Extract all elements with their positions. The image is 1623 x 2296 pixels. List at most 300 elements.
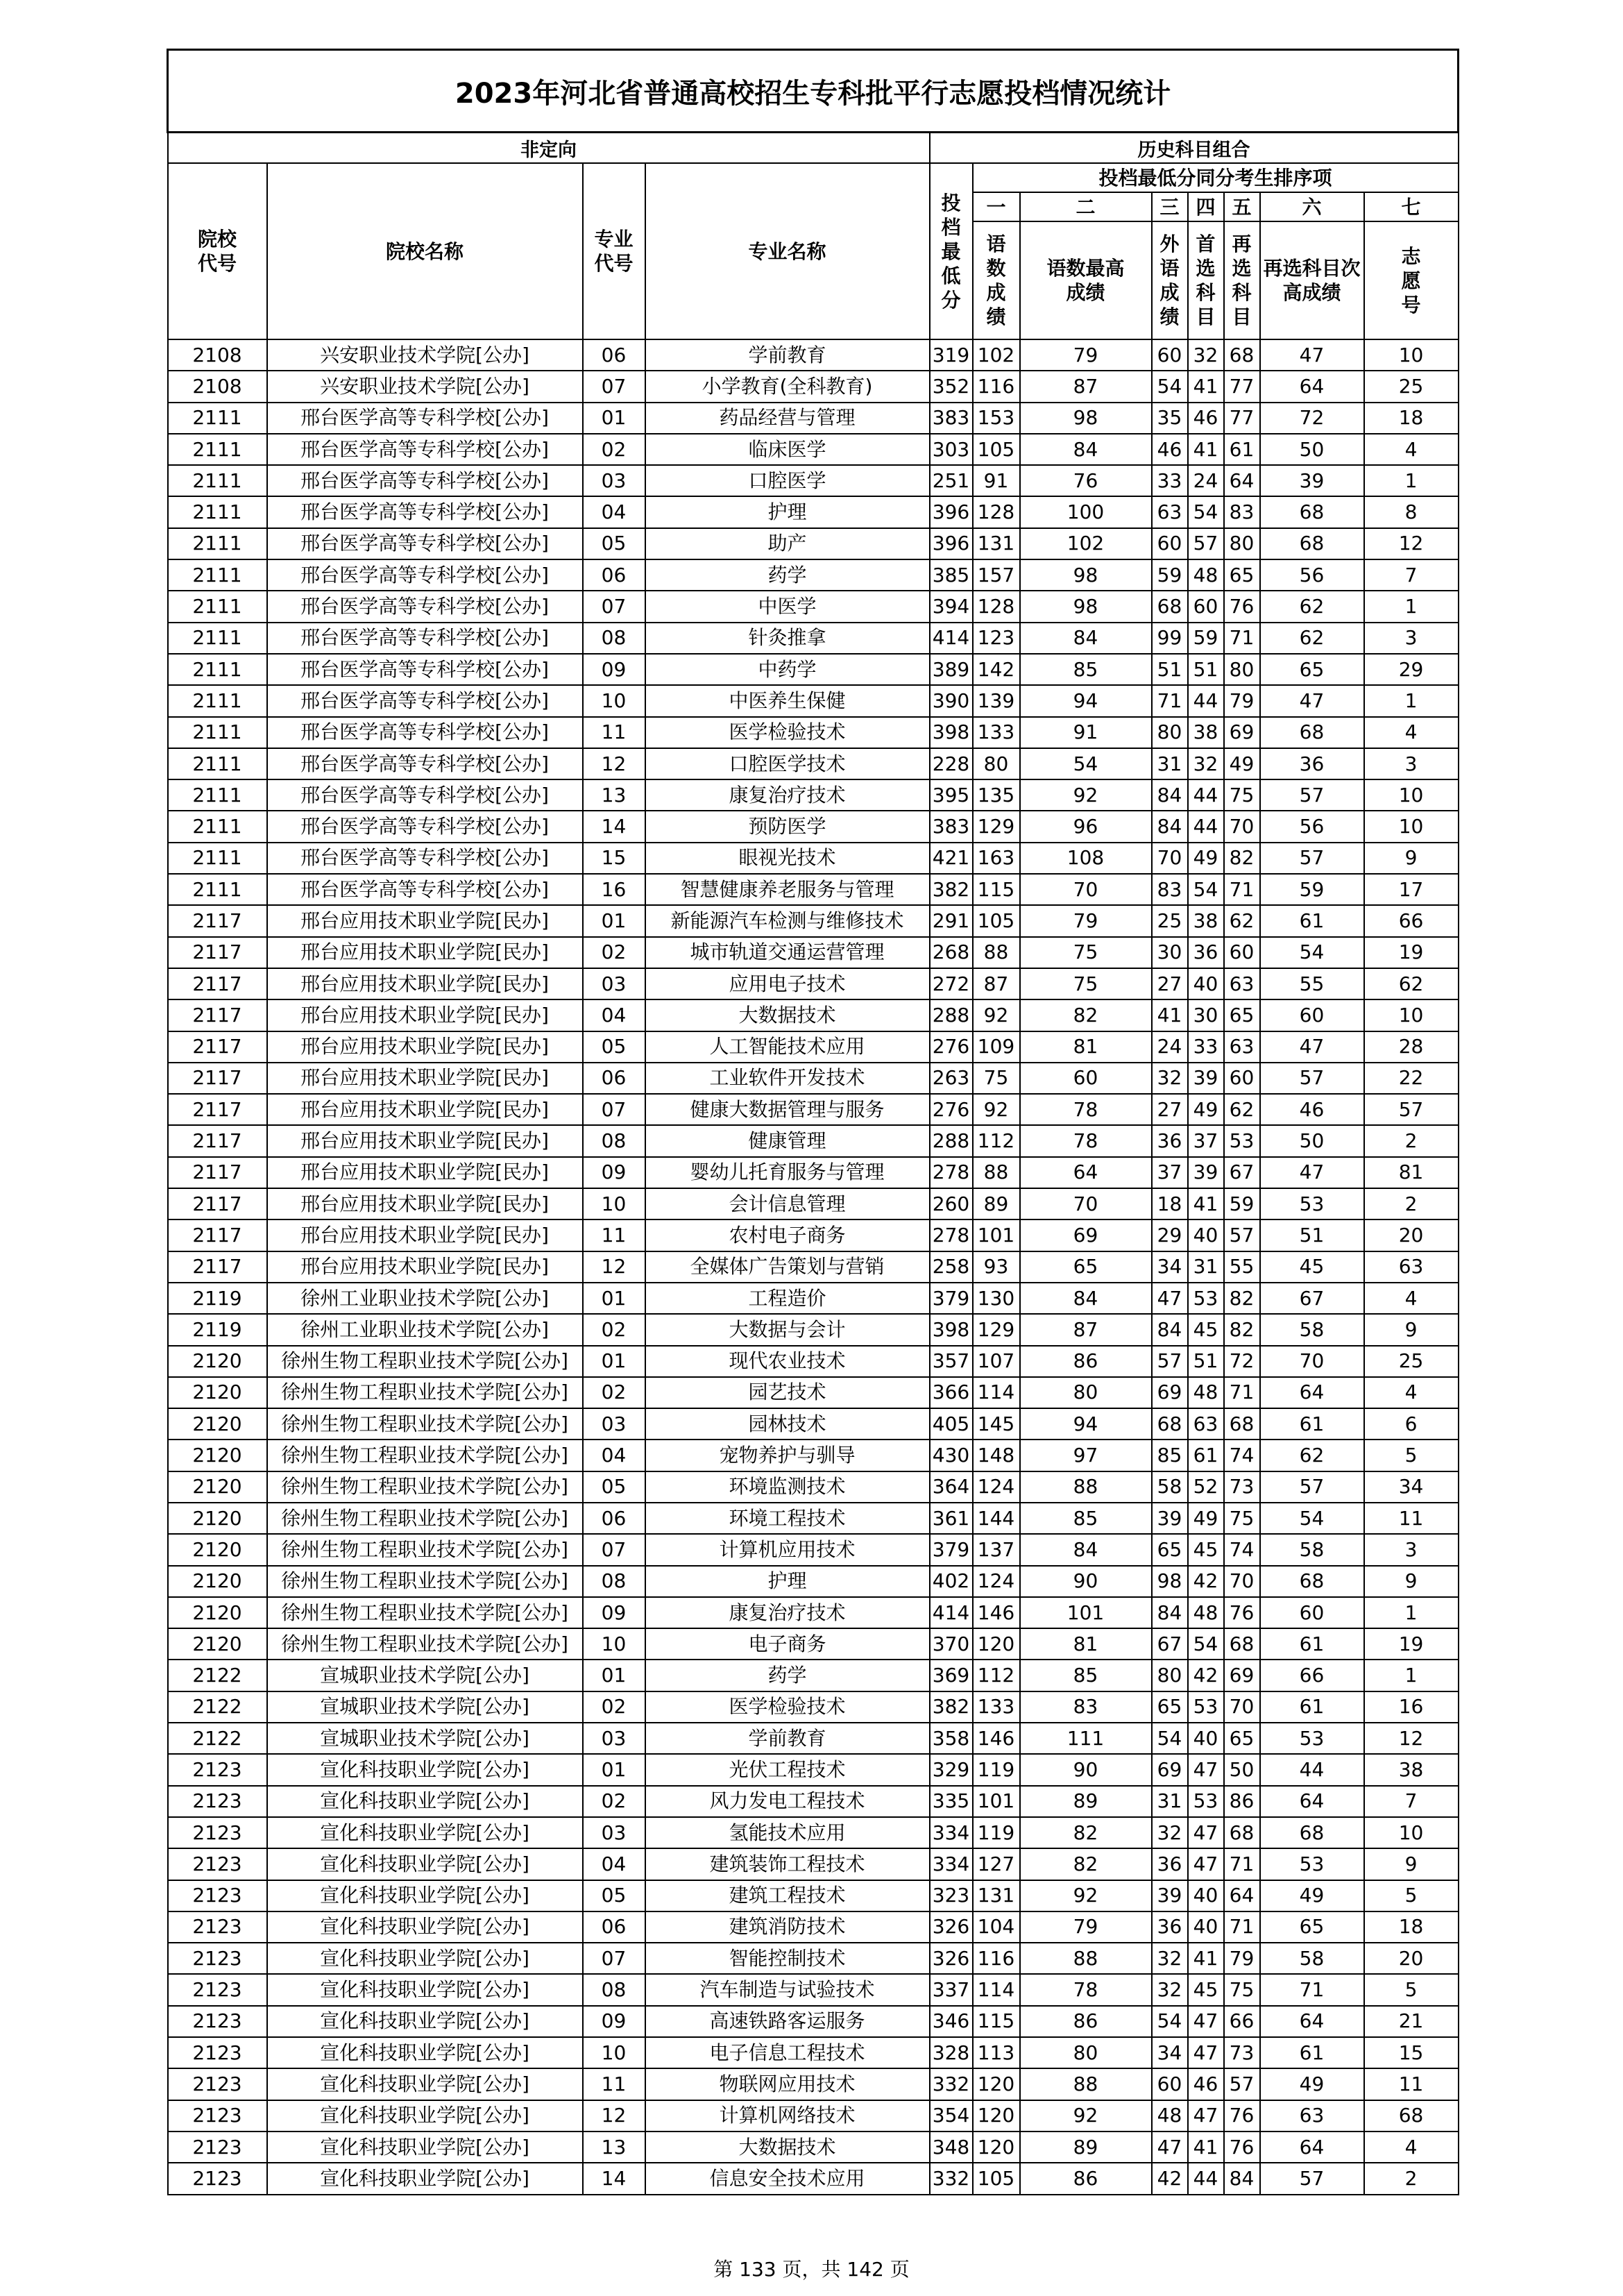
cell-tie-2-chinese-math-max: 94: [1020, 685, 1152, 716]
cell-tie-5-second-subject: 71: [1224, 1911, 1260, 1943]
cell-major-name: 眼视光技术: [645, 843, 930, 874]
cell-school-name: 徐州生物工程职业技术学院[公办]: [267, 1534, 583, 1565]
header-tie-order-3: 三: [1152, 192, 1188, 221]
cell-tie-5-second-subject: 74: [1224, 1440, 1260, 1471]
cell-tie-2-chinese-math-max: 82: [1020, 1848, 1152, 1880]
cell-school-code: 2111: [168, 748, 267, 779]
cell-tie-2-chinese-math-max: 84: [1020, 623, 1152, 654]
cell-school-code: 2123: [168, 1786, 267, 1817]
cell-tie-4-first-subject: 57: [1188, 528, 1224, 559]
cell-major-name: 园林技术: [645, 1408, 930, 1440]
cell-school-name: 邢台医学高等专科学校[公办]: [267, 434, 583, 465]
cell-tie-3-foreign-language: 48: [1152, 2100, 1188, 2132]
cell-major-code: 02: [583, 937, 645, 968]
table-row: [168, 1346, 1459, 1377]
cell-major-name: 应用电子技术: [645, 968, 930, 999]
cell-school-code: 2119: [168, 1283, 267, 1314]
table-row: [168, 591, 1459, 622]
cell-tie-5-second-subject: 71: [1224, 1848, 1260, 1880]
cell-school-name: 宣化科技职业学院[公办]: [267, 1786, 583, 1817]
cell-tie-5-second-subject: 65: [1224, 559, 1260, 591]
cell-school-code: 2117: [168, 905, 267, 936]
cell-tie-2-chinese-math-max: 89: [1020, 1786, 1152, 1817]
cell-tie-2-chinese-math-max: 89: [1020, 2132, 1152, 2163]
cell-tie-3-foreign-language: 35: [1152, 403, 1188, 434]
cell-tie-4-first-subject: 60: [1188, 591, 1224, 622]
cell-tie-6-second-subject-next-max: 61: [1260, 1408, 1364, 1440]
cell-school-name: 宣化科技职业学院[公办]: [267, 2163, 583, 2194]
cell-tie-3-foreign-language: 69: [1152, 1377, 1188, 1408]
cell-tie-6-second-subject-next-max: 67: [1260, 1283, 1364, 1314]
cell-major-name: 护理: [645, 496, 930, 527]
cell-tie-7-choice-number: 20: [1364, 1943, 1459, 1974]
table-row: [168, 1943, 1459, 1974]
cell-tie-5-second-subject: 79: [1224, 685, 1260, 716]
cell-tie-2-chinese-math-max: 64: [1020, 1157, 1152, 1188]
table-row: [168, 1471, 1459, 1503]
cell-tie-4-first-subject: 54: [1188, 496, 1224, 527]
cell-school-name: 徐州生物工程职业技术学院[公办]: [267, 1503, 583, 1534]
cell-major-name: 工业软件开发技术: [645, 1063, 930, 1094]
cell-major-name: 康复治疗技术: [645, 779, 930, 811]
cell-school-code: 2111: [168, 717, 267, 748]
cell-tie-4-first-subject: 44: [1188, 685, 1224, 716]
cell-tie-7-choice-number: 4: [1364, 717, 1459, 748]
cell-min-score: 414: [930, 623, 973, 654]
cell-tie-1-chinese-math: 89: [973, 1188, 1020, 1219]
cell-tie-5-second-subject: 62: [1224, 1094, 1260, 1125]
cell-school-code: 2120: [168, 1503, 267, 1534]
cell-major-code: 05: [583, 528, 645, 559]
cell-major-code: 06: [583, 559, 645, 591]
cell-tie-1-chinese-math: 104: [973, 1911, 1020, 1943]
cell-tie-6-second-subject-next-max: 61: [1260, 2037, 1364, 2068]
cell-tie-5-second-subject: 75: [1224, 779, 1260, 811]
header-tie-item-6: 再选科目次高成绩: [1260, 221, 1364, 339]
cell-school-code: 2120: [168, 1566, 267, 1597]
cell-major-name: 宠物养护与驯导: [645, 1440, 930, 1471]
cell-tie-6-second-subject-next-max: 68: [1260, 528, 1364, 559]
cell-school-code: 2120: [168, 1440, 267, 1471]
cell-tie-6-second-subject-next-max: 70: [1260, 1346, 1364, 1377]
table-row: [168, 1440, 1459, 1471]
cell-major-code: 07: [583, 591, 645, 622]
cell-tie-6-second-subject-next-max: 51: [1260, 1219, 1364, 1251]
cell-tie-2-chinese-math-max: 101: [1020, 1597, 1152, 1628]
cell-tie-7-choice-number: 10: [1364, 339, 1459, 371]
cell-tie-6-second-subject-next-max: 65: [1260, 1911, 1364, 1943]
cell-school-code: 2111: [168, 403, 267, 434]
cell-tie-7-choice-number: 6: [1364, 1408, 1459, 1440]
header-tie-item-2: 语数最高成绩: [1020, 221, 1152, 339]
cell-tie-1-chinese-math: 116: [973, 371, 1020, 402]
cell-tie-4-first-subject: 51: [1188, 1346, 1224, 1377]
cell-tie-6-second-subject-next-max: 36: [1260, 748, 1364, 779]
cell-tie-3-foreign-language: 30: [1152, 937, 1188, 968]
cell-tie-2-chinese-math-max: 90: [1020, 1754, 1152, 1785]
cell-tie-2-chinese-math-max: 90: [1020, 1566, 1152, 1597]
cell-major-name: 氢能技术应用: [645, 1817, 930, 1848]
cell-school-name: 徐州生物工程职业技术学院[公办]: [267, 1346, 583, 1377]
cell-min-score: 278: [930, 1157, 973, 1188]
cell-min-score: 379: [930, 1283, 973, 1314]
cell-tie-2-chinese-math-max: 75: [1020, 937, 1152, 968]
cell-tie-5-second-subject: 82: [1224, 1314, 1260, 1345]
cell-major-name: 农村电子商务: [645, 1219, 930, 1251]
cell-tie-6-second-subject-next-max: 47: [1260, 1157, 1364, 1188]
cell-tie-4-first-subject: 42: [1188, 1566, 1224, 1597]
cell-min-score: 364: [930, 1471, 973, 1503]
cell-major-code: 04: [583, 496, 645, 527]
cell-tie-1-chinese-math: 101: [973, 1219, 1020, 1251]
cell-major-code: 10: [583, 2037, 645, 2068]
cell-tie-5-second-subject: 82: [1224, 843, 1260, 874]
cell-tie-5-second-subject: 57: [1224, 2068, 1260, 2100]
cell-tie-7-choice-number: 29: [1364, 654, 1459, 685]
cell-school-name: 邢台医学高等专科学校[公办]: [267, 403, 583, 434]
cell-tie-2-chinese-math-max: 69: [1020, 1219, 1152, 1251]
cell-school-code: 2117: [168, 1188, 267, 1219]
cell-tie-6-second-subject-next-max: 45: [1260, 1251, 1364, 1283]
cell-tie-4-first-subject: 41: [1188, 1188, 1224, 1219]
cell-major-name: 计算机应用技术: [645, 1534, 930, 1565]
cell-major-code: 01: [583, 1346, 645, 1377]
cell-major-code: 02: [583, 1786, 645, 1817]
cell-school-name: 邢台医学高等专科学校[公办]: [267, 559, 583, 591]
cell-school-name: 邢台应用技术职业学院[民办]: [267, 1094, 583, 1125]
cell-major-name: 健康管理: [645, 1125, 930, 1156]
cell-tie-3-foreign-language: 84: [1152, 1314, 1188, 1345]
cell-tie-4-first-subject: 53: [1188, 1691, 1224, 1723]
cell-tie-5-second-subject: 55: [1224, 1251, 1260, 1283]
cell-school-name: 邢台医学高等专科学校[公办]: [267, 748, 583, 779]
cell-school-name: 徐州生物工程职业技术学院[公办]: [267, 1597, 583, 1628]
header-tie-item-3: 外语成绩: [1152, 221, 1188, 339]
table-row: [168, 1503, 1459, 1534]
cell-school-code: 2123: [168, 2068, 267, 2100]
table-row: [168, 528, 1459, 559]
cell-tie-5-second-subject: 75: [1224, 1974, 1260, 2005]
cell-tie-5-second-subject: 74: [1224, 1534, 1260, 1565]
cell-major-name: 人工智能技术应用: [645, 1031, 930, 1063]
cell-major-code: 13: [583, 779, 645, 811]
cell-tie-1-chinese-math: 80: [973, 748, 1020, 779]
cell-tie-4-first-subject: 49: [1188, 1503, 1224, 1534]
cell-tie-6-second-subject-next-max: 47: [1260, 1031, 1364, 1063]
cell-major-code: 07: [583, 371, 645, 402]
cell-tie-1-chinese-math: 146: [973, 1723, 1020, 1754]
cell-tie-2-chinese-math-max: 88: [1020, 1471, 1152, 1503]
cell-tie-7-choice-number: 2: [1364, 2163, 1459, 2194]
cell-tie-6-second-subject-next-max: 61: [1260, 1628, 1364, 1660]
table-row: [168, 1566, 1459, 1597]
cell-tie-3-foreign-language: 39: [1152, 1880, 1188, 1911]
cell-tie-4-first-subject: 40: [1188, 1880, 1224, 1911]
cell-tie-4-first-subject: 38: [1188, 717, 1224, 748]
cell-tie-1-chinese-math: 133: [973, 717, 1020, 748]
cell-tie-7-choice-number: 3: [1364, 1534, 1459, 1565]
cell-school-name: 邢台应用技术职业学院[民办]: [267, 1031, 583, 1063]
cell-tie-1-chinese-math: 93: [973, 1251, 1020, 1283]
cell-tie-4-first-subject: 41: [1188, 2132, 1224, 2163]
cell-tie-2-chinese-math-max: 87: [1020, 371, 1152, 402]
cell-tie-5-second-subject: 86: [1224, 1786, 1260, 1817]
cell-min-score: 395: [930, 779, 973, 811]
cell-major-code: 09: [583, 654, 645, 685]
cell-tie-6-second-subject-next-max: 58: [1260, 1534, 1364, 1565]
cell-min-score: 421: [930, 843, 973, 874]
cell-school-code: 2117: [168, 999, 267, 1031]
cell-school-name: 邢台医学高等专科学校[公办]: [267, 623, 583, 654]
cell-school-name: 邢台医学高等专科学校[公办]: [267, 811, 583, 842]
cell-major-name: 护理: [645, 1566, 930, 1597]
cell-tie-7-choice-number: 62: [1364, 968, 1459, 999]
cell-tie-7-choice-number: 10: [1364, 1817, 1459, 1848]
table-row: [168, 968, 1459, 999]
cell-tie-5-second-subject: 60: [1224, 1063, 1260, 1094]
cell-tie-1-chinese-math: 142: [973, 654, 1020, 685]
header-school-name: 院校名称: [267, 163, 583, 339]
cell-tie-2-chinese-math-max: 94: [1020, 1408, 1152, 1440]
cell-tie-2-chinese-math-max: 82: [1020, 1817, 1152, 1848]
cell-min-score: 334: [930, 1817, 973, 1848]
cell-tie-2-chinese-math-max: 91: [1020, 717, 1152, 748]
cell-tie-2-chinese-math-max: 70: [1020, 1188, 1152, 1219]
cell-major-name: 中医学: [645, 591, 930, 622]
cell-school-code: 2117: [168, 1157, 267, 1188]
cell-tie-3-foreign-language: 69: [1152, 1754, 1188, 1785]
cell-major-code: 05: [583, 1471, 645, 1503]
cell-tie-5-second-subject: 76: [1224, 1597, 1260, 1628]
cell-major-code: 04: [583, 1848, 645, 1880]
cell-tie-7-choice-number: 7: [1364, 1786, 1459, 1817]
cell-tie-6-second-subject-next-max: 62: [1260, 591, 1364, 622]
cell-tie-4-first-subject: 47: [1188, 2100, 1224, 2132]
cell-tie-3-foreign-language: 37: [1152, 1157, 1188, 1188]
cell-tie-3-foreign-language: 18: [1152, 1188, 1188, 1219]
cell-major-code: 01: [583, 1660, 645, 1691]
cell-school-name: 宣化科技职业学院[公办]: [267, 2100, 583, 2132]
cell-major-code: 01: [583, 1754, 645, 1785]
cell-tie-7-choice-number: 1: [1364, 465, 1459, 496]
cell-tie-7-choice-number: 11: [1364, 2068, 1459, 2100]
cell-school-code: 2123: [168, 1848, 267, 1880]
cell-tie-3-foreign-language: 83: [1152, 874, 1188, 905]
cell-tie-6-second-subject-next-max: 46: [1260, 1094, 1364, 1125]
cell-tie-1-chinese-math: 137: [973, 1534, 1020, 1565]
cell-major-code: 01: [583, 403, 645, 434]
cell-school-name: 宣化科技职业学院[公办]: [267, 1880, 583, 1911]
cell-school-code: 2123: [168, 2037, 267, 2068]
cell-min-score: 323: [930, 1880, 973, 1911]
cell-school-name: 徐州生物工程职业技术学院[公办]: [267, 1408, 583, 1440]
cell-tie-6-second-subject-next-max: 53: [1260, 1723, 1364, 1754]
cell-tie-1-chinese-math: 131: [973, 1880, 1020, 1911]
cell-major-code: 08: [583, 623, 645, 654]
cell-major-name: 口腔医学技术: [645, 748, 930, 779]
header-tie-item-5: 再选科目: [1224, 221, 1260, 339]
table-row: [168, 1094, 1459, 1125]
cell-tie-7-choice-number: 66: [1364, 905, 1459, 936]
cell-tie-6-second-subject-next-max: 61: [1260, 905, 1364, 936]
cell-tie-4-first-subject: 47: [1188, 1817, 1224, 1848]
cell-major-code: 05: [583, 1880, 645, 1911]
cell-school-name: 邢台医学高等专科学校[公办]: [267, 717, 583, 748]
cell-tie-5-second-subject: 62: [1224, 905, 1260, 936]
table-row: [168, 1597, 1459, 1628]
cell-min-score: 382: [930, 1691, 973, 1723]
cell-tie-1-chinese-math: 127: [973, 1848, 1020, 1880]
cell-min-score: 414: [930, 1597, 973, 1628]
cell-school-name: 邢台应用技术职业学院[民办]: [267, 937, 583, 968]
cell-min-score: 335: [930, 1786, 973, 1817]
cell-tie-4-first-subject: 49: [1188, 1094, 1224, 1125]
cell-tie-7-choice-number: 20: [1364, 1219, 1459, 1251]
header-tie-break: 投档最低分同分考生排序项: [973, 163, 1459, 192]
cell-tie-3-foreign-language: 99: [1152, 623, 1188, 654]
cell-min-score: 288: [930, 999, 973, 1031]
cell-school-name: 兴安职业技术学院[公办]: [267, 339, 583, 371]
cell-tie-6-second-subject-next-max: 53: [1260, 1848, 1364, 1880]
cell-major-code: 03: [583, 465, 645, 496]
cell-school-code: 2122: [168, 1660, 267, 1691]
cell-tie-1-chinese-math: 120: [973, 2132, 1020, 2163]
cell-tie-4-first-subject: 32: [1188, 339, 1224, 371]
cell-tie-5-second-subject: 82: [1224, 1283, 1260, 1314]
cell-tie-5-second-subject: 63: [1224, 1031, 1260, 1063]
cell-tie-2-chinese-math-max: 81: [1020, 1031, 1152, 1063]
cell-school-code: 2123: [168, 1880, 267, 1911]
cell-tie-3-foreign-language: 84: [1152, 811, 1188, 842]
table-row: [168, 1251, 1459, 1283]
cell-tie-7-choice-number: 25: [1364, 1346, 1459, 1377]
cell-major-code: 03: [583, 1408, 645, 1440]
table-row: [168, 339, 1459, 371]
cell-tie-7-choice-number: 4: [1364, 2132, 1459, 2163]
cell-min-score: 369: [930, 1660, 973, 1691]
header-major-code: 专业代号: [583, 163, 645, 339]
page-title: 2023年河北省普通高校招生专科批平行志愿投档情况统计: [168, 50, 1459, 133]
cell-tie-2-chinese-math-max: 60: [1020, 1063, 1152, 1094]
cell-min-score: 402: [930, 1566, 973, 1597]
cell-major-name: 临床医学: [645, 434, 930, 465]
header-tie-order-7: 七: [1364, 192, 1459, 221]
table-row: [168, 434, 1459, 465]
cell-tie-6-second-subject-next-max: 68: [1260, 496, 1364, 527]
cell-major-name: 光伏工程技术: [645, 1754, 930, 1785]
cell-major-code: 15: [583, 843, 645, 874]
table-row: [168, 1188, 1459, 1219]
admission-table: [167, 49, 1459, 2195]
cell-tie-4-first-subject: 61: [1188, 1440, 1224, 1471]
cell-major-name: 大数据技术: [645, 2132, 930, 2163]
cell-tie-3-foreign-language: 58: [1152, 1471, 1188, 1503]
table-row: [168, 1408, 1459, 1440]
cell-tie-1-chinese-math: 101: [973, 1786, 1020, 1817]
cell-tie-2-chinese-math-max: 98: [1020, 559, 1152, 591]
cell-school-code: 2117: [168, 968, 267, 999]
cell-tie-5-second-subject: 73: [1224, 1471, 1260, 1503]
cell-tie-5-second-subject: 64: [1224, 1880, 1260, 1911]
cell-school-code: 2120: [168, 1377, 267, 1408]
table-row: [168, 1691, 1459, 1723]
cell-min-score: 319: [930, 339, 973, 371]
cell-school-name: 邢台应用技术职业学院[民办]: [267, 999, 583, 1031]
cell-tie-3-foreign-language: 47: [1152, 1283, 1188, 1314]
cell-major-code: 01: [583, 905, 645, 936]
cell-tie-4-first-subject: 46: [1188, 403, 1224, 434]
cell-tie-3-foreign-language: 27: [1152, 1094, 1188, 1125]
cell-tie-6-second-subject-next-max: 65: [1260, 654, 1364, 685]
cell-tie-2-chinese-math-max: 86: [1020, 2006, 1152, 2037]
cell-school-code: 2123: [168, 2132, 267, 2163]
cell-min-score: 276: [930, 1031, 973, 1063]
table-body: [168, 339, 1459, 2195]
cell-tie-7-choice-number: 4: [1364, 434, 1459, 465]
header-tie-order-5: 五: [1224, 192, 1260, 221]
cell-school-code: 2122: [168, 1723, 267, 1754]
cell-tie-6-second-subject-next-max: 54: [1260, 937, 1364, 968]
cell-major-code: 10: [583, 685, 645, 716]
cell-school-code: 2120: [168, 1408, 267, 1440]
cell-tie-3-foreign-language: 70: [1152, 843, 1188, 874]
cell-tie-6-second-subject-next-max: 57: [1260, 779, 1364, 811]
cell-tie-5-second-subject: 77: [1224, 403, 1260, 434]
cell-min-score: 288: [930, 1125, 973, 1156]
cell-school-name: 徐州工业职业技术学院[公办]: [267, 1314, 583, 1345]
cell-tie-6-second-subject-next-max: 60: [1260, 999, 1364, 1031]
cell-tie-5-second-subject: 69: [1224, 1660, 1260, 1691]
cell-tie-2-chinese-math-max: 78: [1020, 1974, 1152, 2005]
cell-tie-4-first-subject: 40: [1188, 1219, 1224, 1251]
cell-tie-1-chinese-math: 163: [973, 843, 1020, 874]
cell-tie-1-chinese-math: 114: [973, 1377, 1020, 1408]
cell-tie-2-chinese-math-max: 80: [1020, 2037, 1152, 2068]
cell-tie-1-chinese-math: 135: [973, 779, 1020, 811]
cell-tie-3-foreign-language: 46: [1152, 434, 1188, 465]
cell-major-code: 03: [583, 1817, 645, 1848]
cell-major-code: 12: [583, 1251, 645, 1283]
cell-school-name: 邢台医学高等专科学校[公办]: [267, 874, 583, 905]
table-row: [168, 2163, 1459, 2194]
cell-tie-6-second-subject-next-max: 50: [1260, 434, 1364, 465]
cell-tie-1-chinese-math: 131: [973, 528, 1020, 559]
cell-tie-4-first-subject: 48: [1188, 1597, 1224, 1628]
cell-school-code: 2123: [168, 1817, 267, 1848]
cell-tie-5-second-subject: 67: [1224, 1157, 1260, 1188]
cell-tie-3-foreign-language: 32: [1152, 1063, 1188, 1094]
cell-school-name: 宣化科技职业学院[公办]: [267, 1754, 583, 1785]
cell-major-code: 06: [583, 1911, 645, 1943]
cell-tie-5-second-subject: 76: [1224, 591, 1260, 622]
cell-tie-7-choice-number: 5: [1364, 1880, 1459, 1911]
cell-major-name: 园艺技术: [645, 1377, 930, 1408]
cell-tie-4-first-subject: 53: [1188, 1283, 1224, 1314]
cell-major-name: 环境工程技术: [645, 1503, 930, 1534]
cell-min-score: 398: [930, 717, 973, 748]
cell-tie-2-chinese-math-max: 98: [1020, 591, 1152, 622]
cell-school-name: 宣城职业技术学院[公办]: [267, 1723, 583, 1754]
table-row: [168, 811, 1459, 842]
cell-tie-3-foreign-language: 25: [1152, 905, 1188, 936]
cell-tie-2-chinese-math-max: 81: [1020, 1628, 1152, 1660]
cell-major-name: 药学: [645, 1660, 930, 1691]
cell-tie-2-chinese-math-max: 97: [1020, 1440, 1152, 1471]
cell-major-code: 12: [583, 2100, 645, 2132]
cell-school-name: 邢台医学高等专科学校[公办]: [267, 685, 583, 716]
cell-min-score: 352: [930, 371, 973, 402]
cell-tie-5-second-subject: 70: [1224, 1691, 1260, 1723]
